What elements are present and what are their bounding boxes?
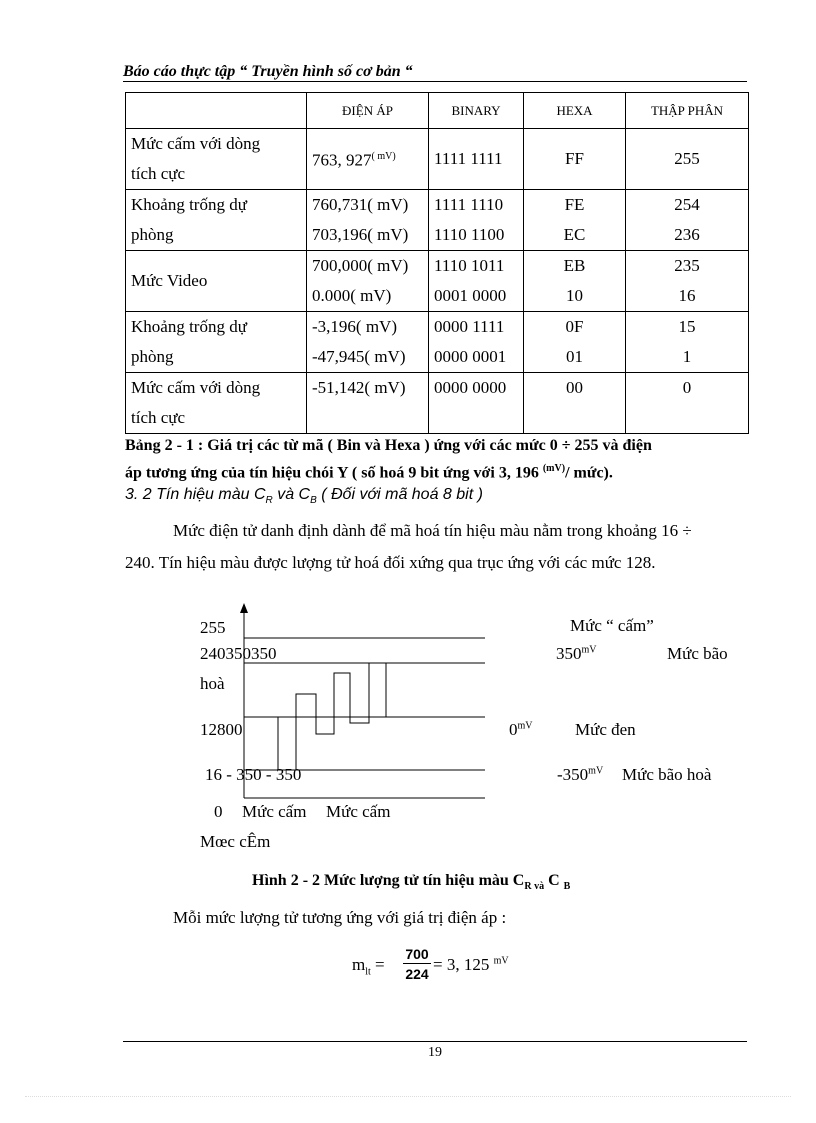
label-hoa: hoà — [200, 674, 225, 693]
page-number: 19 — [428, 1045, 442, 1060]
footer-rule — [123, 1041, 747, 1042]
formula-intro: Mỗi mức lượng tử tương ứng với giá trị điện áp : — [173, 908, 507, 927]
decimal-cell: 15 1 — [626, 312, 749, 373]
axis-arrow-icon — [240, 603, 248, 613]
table-row — [126, 373, 749, 434]
label-255: 255 — [200, 618, 226, 637]
hexa-cell: 00 — [524, 373, 626, 434]
binary-cell: 0000 0000 — [429, 373, 524, 434]
binary-cell: 1111 1111 — [429, 129, 524, 190]
label-0: 0 — [214, 802, 223, 821]
voltage-cell: -51,142( mV) — [307, 373, 429, 434]
table-row — [126, 190, 749, 251]
formula-fraction: $\frac{700}{224}$ — [403, 945, 431, 984]
hexa-cell: FE EC — [524, 190, 626, 251]
figure-caption: Hình 2 - 2 Mức lượng tử tín hiệu màu $C_{R và}$ C $_B$ — [252, 872, 571, 893]
table-caption: Bảng 2 - 1 : Giá trị các từ mã ( Bin và Hexa ) ứng với các mức 0 ÷ 255 và điện áp tương ứng của tín hiệu chói Y ( số hoá 9 bit ứng với 3, 196 $^{(mV)}$/ mức). — [125, 437, 652, 482]
voltage-cell: -3,196( mV) -47,945( mV) — [307, 312, 429, 373]
formula-rhs: = 3, 125 $^{mV}$ — [433, 955, 509, 974]
formula-lhs: $m_{lt}$ = — [352, 955, 385, 978]
table-row — [126, 129, 749, 190]
label-128: 12800 — [200, 720, 243, 739]
voltage-cell: 700,000( mV) 0.000( mV) — [307, 251, 429, 312]
hexa-cell: 0F 01 — [524, 312, 626, 373]
label-16: 16 - 350 - 350 — [205, 765, 302, 784]
label-0mv: $0^{mV}$ — [509, 720, 533, 739]
row-label: Mức cấm với dòng tích cực — [126, 129, 307, 190]
label-350mv: $350^{mV}$ — [556, 644, 597, 663]
decimal-cell: 254 236 — [626, 190, 749, 251]
row-label: Khoảng trống dự phòng — [126, 312, 307, 373]
label-minus-350mv: $-350^{mV}$ — [557, 765, 604, 784]
row-label: Khoảng trống dự phòng — [126, 190, 307, 251]
label-muc-cam-top: Mức “ cấm” — [570, 616, 654, 635]
binary-cell: 1111 1110 1110 1100 — [429, 190, 524, 251]
table-header-cell: THẬP PHÂN — [626, 93, 749, 129]
paragraph-line: 240. Tín hiệu màu được lượng tử hoá đối xứng qua trục ứng với các mức 128. — [125, 553, 656, 572]
binary-cell: 0000 1111 0000 0001 — [429, 312, 524, 373]
table-header-row — [126, 93, 749, 129]
voltage-cell: 760,731( mV) 703,196( mV) — [307, 190, 429, 251]
table-header-cell — [126, 93, 307, 129]
table-row — [126, 251, 749, 312]
decimal-cell: 255 — [626, 129, 749, 190]
table-header-cell: HEXA — [524, 93, 626, 129]
voltage-cell: 763, $927^{( mV)}$ — [307, 129, 429, 190]
hexa-cell: FF — [524, 129, 626, 190]
decimal-cell: 0 — [626, 373, 749, 434]
label-muc-den: Mức đen — [575, 720, 636, 739]
label-muc-bao: Mức bão — [667, 644, 728, 663]
table-header-cell: BINARY — [429, 93, 524, 129]
hexa-cell: EB 10 — [524, 251, 626, 312]
decimal-cell: 235 16 — [626, 251, 749, 312]
running-header: Báo cáo thực tập “ Truyền hình số cơ bản “ — [123, 63, 413, 80]
row-label: Mức cấm với dòng tích cực — [126, 373, 307, 434]
binary-cell: 1110 1011 0001 0000 — [429, 251, 524, 312]
section-heading: 3. 2 Tín hiệu màu $C_R$ và $C_B$ ( Đối với mã hoá 8 bit ) — [125, 486, 483, 507]
label-muc-bao-hoa: Mức bão hoà — [622, 765, 712, 784]
label-muc-cam-2: Mức cấm — [326, 802, 391, 821]
header-rule — [123, 81, 747, 82]
row-label: Mức Video — [126, 251, 307, 312]
label-240: 240350350 — [200, 644, 277, 663]
page-edge — [25, 1096, 791, 1097]
table-header-cell: ĐIỆN ÁP — [307, 93, 429, 129]
paragraph-line: Mức điện tử danh định dành để mã hoá tín hiệu màu nằm trong khoảng 16 ÷ — [173, 521, 692, 540]
label-muc-cam-3: Mœc cÊm — [200, 832, 271, 851]
code-table — [125, 92, 749, 434]
table-row — [126, 312, 749, 373]
label-muc-cam-1: Mức cấm — [242, 802, 307, 821]
